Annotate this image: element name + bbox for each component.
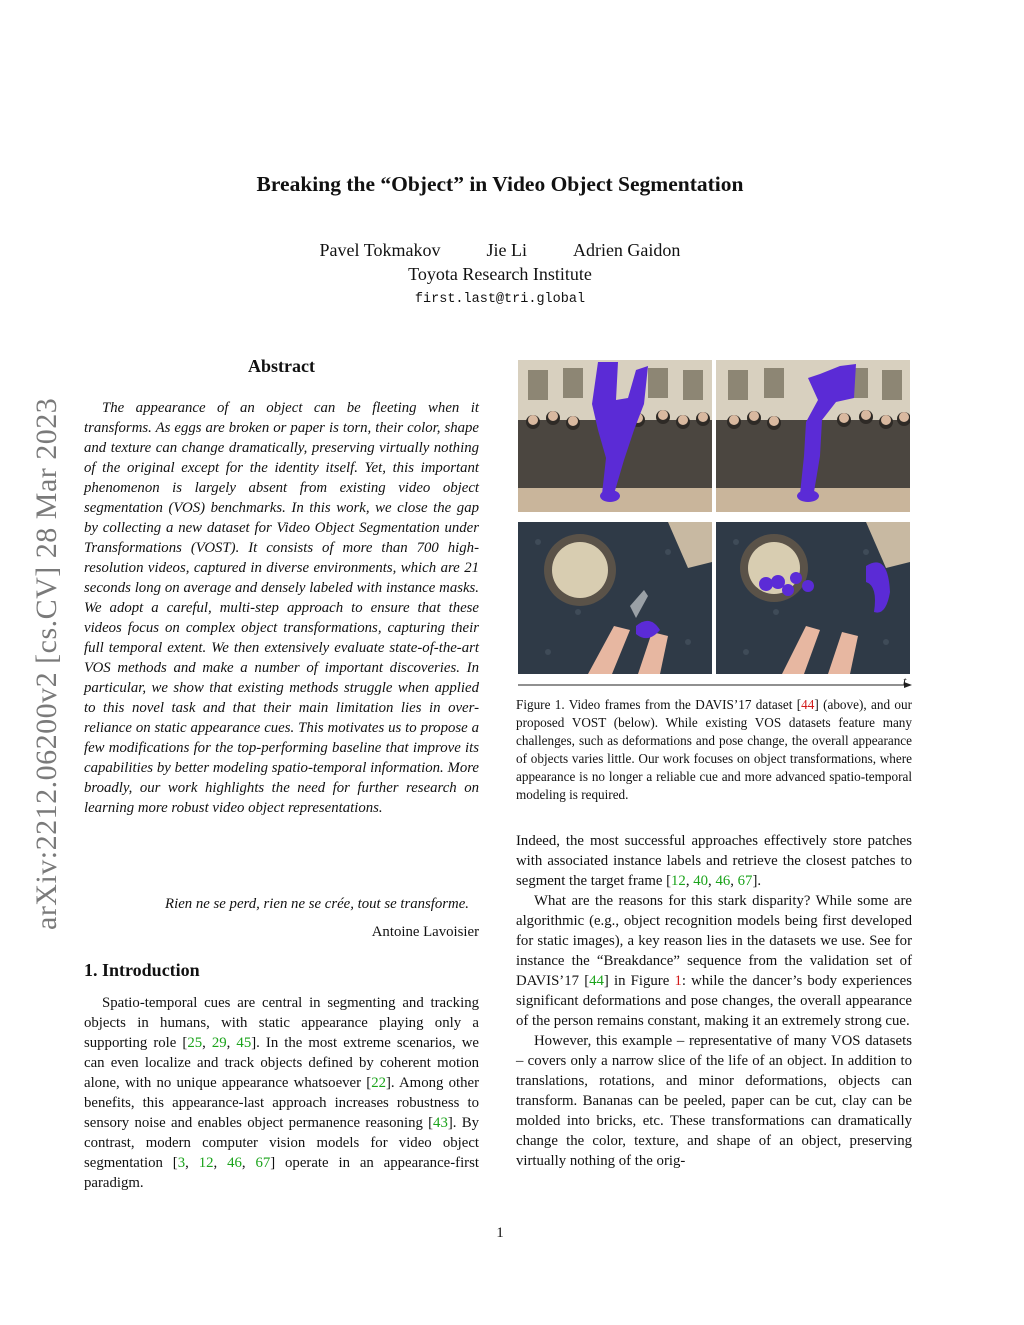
citation-link[interactable]: 12 [198,1155,214,1171]
citation-link[interactable]: 29 [211,1035,227,1051]
vost-frame-2 [716,522,910,674]
figure-reference-link[interactable]: 1 [674,973,682,989]
author-name: Jie Li [486,240,527,260]
author-name: Adrien Gaidon [572,240,681,260]
paragraph: Indeed, the most successful approaches effectively store patches with associated instance labels and retrieve the closest patches to segment the target frame [12, 40, 46, 67]. [516,833,912,889]
introduction-paragraph: Spatio-temporal cues are central in segmenting and tracking objects in humans, with static appearance playing only a supporting role [25, 29, 45]. In the most extreme scenarios, we can even localize and track objects defined by coherent motion alone, with no unique appearance whatsoever [22]. Among other benefits, this appearance-last approach increases robustness to sensory noise and enables object permanence reasoning [43]. By contrast, modern computer vision models for video object segmentation [3, 12, 46, 67] operate in an appearance-first paradigm. [84,995,479,1191]
abstract-heading: Abstract [248,356,315,376]
citation-link[interactable]: 12 [671,873,686,889]
citation-link[interactable]: 67 [737,873,753,889]
epigraph-quote: Rien ne se perd, rien ne se crée, tout se transforme. [165,896,469,912]
citation-link[interactable]: 43 [433,1115,448,1131]
author-email: first.last@tri.global [414,292,586,307]
citation-link[interactable]: 45 [236,1035,252,1051]
citation-link[interactable]: 40 [693,873,709,889]
figure-1-frames [518,360,912,680]
time-axis-label: t [903,674,907,688]
citation-link[interactable]: 67 [255,1155,271,1171]
section-heading-introduction: 1. Introduction [84,960,200,980]
citation-link[interactable]: 46 [227,1155,242,1171]
davis-frame-2 [716,360,910,512]
epigraph-author: Antoine Lavoisier [371,924,479,940]
davis-frame-1 [518,360,712,512]
time-axis-arrow [518,680,912,690]
institution: Toyota Research Institute [408,264,592,284]
author-name: Pavel Tokmakov [319,240,441,260]
vost-frame-1 [518,522,712,674]
page-number: 1 [496,1225,504,1241]
figure-1-caption: Figure 1. Video frames from the DAVIS’17 dataset [44] (above), and our proposed VOST (below). While existing VOS datasets feature many challenges, such as deformations and pose change, the overall appearance of objects varies little. Our work focuses on object transformations, where appearance is no longer a reliable cue and more advanced spatio-temporal modeling is required. [516,697,912,802]
citation-link[interactable]: 3 [177,1155,186,1171]
arxiv-stamp: arXiv:2212.06200v2 [cs.CV] 28 Mar 2023 [30,397,63,930]
right-column-text [516,831,912,1171]
paragraph: However, this example – representative of many VOS datasets – covers only a narrow slice of the life of an object. In addition to translations, rotations, and minor deformations, objects can transform. Bananas can be peeled, paper can be cut, clay can be molded into bricks, etc. These transformations can dramatically change the color, texture, and shape of an object, preserving virtually nothing of the orig- [516,1033,912,1169]
abstract-text: The appearance of an object can be fleeting when it transforms. As eggs are broken or paper is torn, their color, shape and texture can change dramatically, preserving virtually nothing of the original except for the identity itself. Yet, this important phenomenon is largely absent from existing video object segmentation (VOS) benchmarks. In this work, we close the gap by collecting a new dataset for Video Object Segmentation under Transformations (VOST). It consists of more than 700 high-resolution videos, captured in diverse environments, which are 21 seconds long on average and densely labeled with instance masks. We adopt a careful, multi-step approach to ensure that these videos focus on complex object transformations, capturing their full temporal extent. We then extensively evaluate state-of-the-art VOS methods and make a number of important discoveries. In particular, we show that existing methods struggle when applied to this novel task and that their main limitation lies in over-reliance on static appearance cues. This motivates us to propose a few modifications for the top-performing baseline that improve its capabilities by better modeling spatio-temporal information. More broadly, our work highlights the need for further research on learning more robust video object representations. [84,400,479,816]
citation-link[interactable]: 25 [187,1035,203,1051]
paper-title: Breaking the “Object” in Video Object Segmentation [256,172,744,196]
citation-link[interactable]: 44 [589,973,604,989]
paragraph: What are the reasons for this stark disparity? While some are algorithmic (e.g., object recognition models being first developed for static images), a key reason lies in the datasets we use. See for instance the “Breakdance” sequence from the validation set of DAVIS’17 [44] in Figure 1: while the dancer’s body experiences significant deformations and pose changes, the overall appearance of the person remains constant, making it an extremely strong cue. [516,893,912,1029]
citation-link[interactable]: 44 [801,697,815,712]
citation-link[interactable]: 46 [715,873,731,889]
author-list [0,240,1000,261]
citation-link[interactable]: 22 [371,1075,386,1091]
